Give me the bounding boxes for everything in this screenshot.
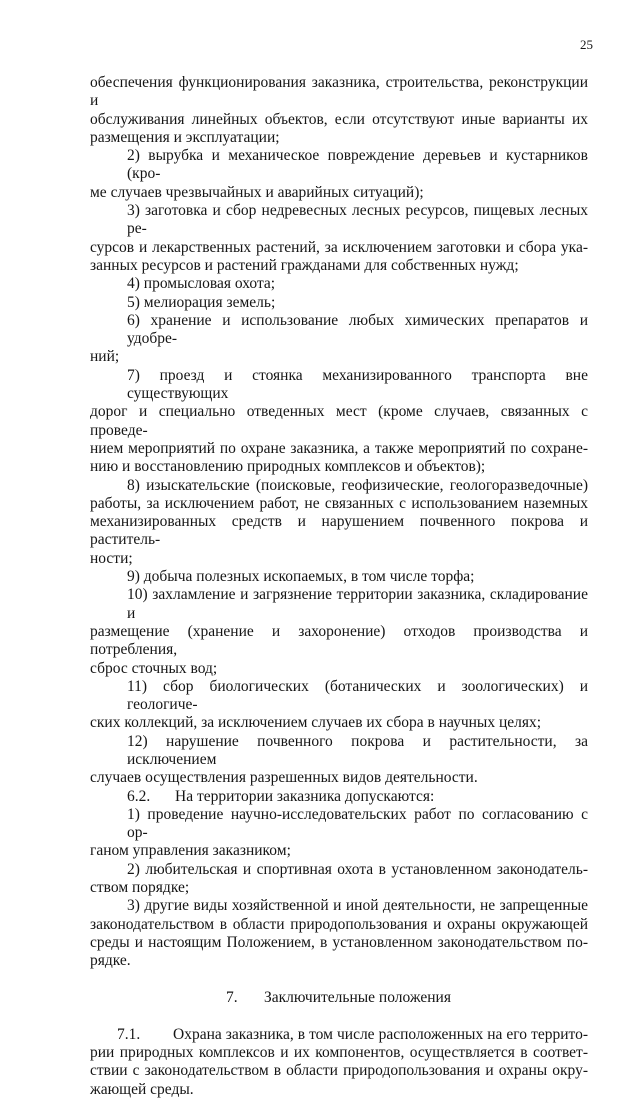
text-line: рядке. [90,952,131,970]
list-item-line: 9) добыча полезных ископаемых, в том числе торфа; [127,568,475,586]
list-item-line: 6) хранение и использование любых химических препаратов и удобре- [127,311,588,348]
text-line: нию и восстановлению природных комплексов и объектов); [90,458,486,476]
clause-number: 6.2. [127,787,151,805]
clause-line [90,788,588,806]
text-line: ности; [90,549,133,567]
text-line: механизированных средств и нарушением почвенного покрова и раститель- [90,513,588,549]
list-item-line: 10) захламление и загрязнение территории заказника, складирование и [127,586,588,622]
text-line: ствии с законодательством в области природопользования и охраны окру- [90,1062,588,1080]
clause-line [90,1026,588,1044]
clause-text: Охрана заказника, в том числе расположенных на его террито- [173,1025,588,1043]
text-line: размещения и эксплуатации; [90,128,280,146]
text-line: среды и настоящим Положением, в установленном законодательством по- [90,933,588,951]
list-item-line: 4) промысловая охота; [127,275,276,293]
text-line: нием мероприятий по охране заказника, а также мероприятий по сохране- [90,439,588,457]
clause-number: 7.1. [117,1025,141,1043]
list-item-line: 7) проезд и стоянка механизированного транспорта вне существующих [127,366,588,403]
list-item-line: 5) мелиорация земель; [127,293,276,311]
text-line: ством порядке; [90,879,190,897]
text-line: законодательством в области природопользования и охраны окружающей [90,915,588,933]
section-heading [90,989,588,1007]
document-body [90,74,588,1099]
text-line: случаев осуществления разрешенных видов деятельности. [90,769,478,787]
text-line: обеспечения функционирования заказника, строительства, реконструкции и [90,74,588,110]
list-item-line: 2) любительская и спортивная охота в установленном законодатель- [127,860,588,878]
text-line: работы, за исключением работ, не связанных с использованием наземных [90,494,588,512]
list-item-line: 8) изыскательские (поисковые, геофизические, геологоразведочные) [127,476,588,494]
page-number: 25 [580,37,593,52]
list-item-line: 11) сбор биологических (ботанических и зоологических) и геологиче- [127,677,588,714]
text-line: размещение (хранение и захоронение) отходов производства и потребления, [90,622,588,659]
text-line: рии природных комплексов и их компонентов, осуществляется в соответ- [90,1044,588,1062]
text-line: ских коллекций, за исключением случаев их сбора в научных целях; [90,714,542,732]
text-line: сурсов и лекарственных растений, за исключением заготовки и сбора ука- [90,238,588,256]
list-item-line: 2) вырубка и механическое повреждение деревьев и кустарников (кро- [127,147,588,183]
text-line: обслуживания линейных объектов, если отсутствуют иные варианты их [90,110,588,128]
text-line: ний; [90,348,120,366]
list-item-line: 12) нарушение почвенного покрова и растительности, за исключением [127,732,588,768]
text-line: занных ресурсов и растений гражданами для собственных нужд; [90,256,519,274]
text-line: ганом управления заказником; [90,842,291,860]
text-line: сброс сточных вод; [90,659,218,677]
list-item-line: 3) другие виды хозяйственной и иной деятельности, не запрещенные [127,897,588,915]
list-item-line: 1) проведение научно-исследовательских работ по согласованию с ор- [127,805,588,842]
clause-text: На территории заказника допускаются: [175,787,435,805]
text-line: жающей среды. [90,1080,194,1098]
section-number: 7. [226,988,238,1006]
list-item-line: 3) заготовка и сбор недревесных лесных ресурсов, пищевых лесных ре- [127,202,588,238]
text-line: ме случаев чрезвычайных и аварийных ситуаций); [90,183,424,201]
section-title: Заключительные положения [264,988,451,1006]
text-line: дорог и специально отведенных мест (кроме случаев, связанных с проведе- [90,403,588,439]
